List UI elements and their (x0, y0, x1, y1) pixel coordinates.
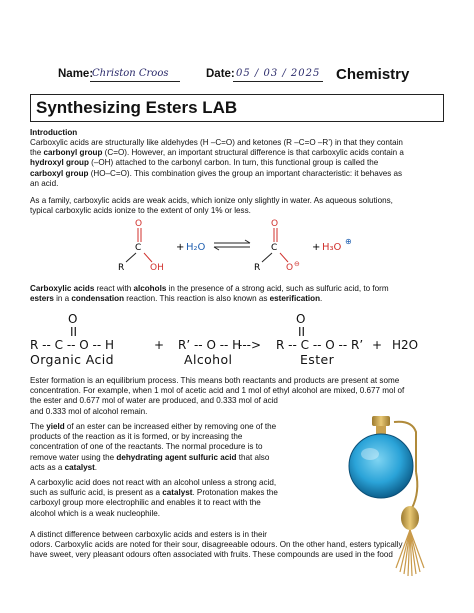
intro-heading: Introduction (30, 128, 78, 137)
carbonyl-oxygen: O (135, 219, 143, 229)
name-label: Name: (58, 68, 94, 80)
positive-charge-icon: ⊕ (345, 237, 352, 246)
plus-sign: + (312, 242, 321, 253)
plus-sign: + (176, 242, 185, 253)
water-formula: H2O (392, 338, 419, 352)
ester-formula: R -- C -- O -- R’ (276, 338, 364, 352)
negative-charge-icon: ⊖ (294, 260, 300, 268)
carbonyl-oxygen: O (271, 219, 279, 229)
carbon-atom: C (135, 243, 142, 253)
intro-line: carboxyl group (HO–C=O). This combination gives the group an important characteristic: it behaves as (30, 168, 403, 178)
intro-line: hydroxyl group (–OH) attached to the carbonyl carbon. In turn, this functional group is called the (30, 158, 379, 168)
equilibrium-paragraph: Ester formation is an equilibrium process. This means both reactants and products are present at some concentration. For example, when 1 mol of acetic acid and 1 mol of ethyl alcohol are mixed, 0.677 mol of the ester and 0.677 mol of water are produced, and 0.333 mol of acid and 0.333 mol of alcohol remain. (30, 376, 405, 416)
acid-double-bond: II (70, 325, 78, 339)
intro-paragraph-1 (30, 138, 446, 189)
acid-formula: R -- C -- O -- H (30, 338, 115, 352)
alcohol-formula: R’ -- O -- H (178, 338, 242, 352)
catalyst-paragraph: A carboxylic acid does not react with an alcohol unless a strong acid, such as sulfuric acid, is present as a catalyst. Protonation makes the carboxyl group more electrophilic and enables it to react with the alcohol which is a weak nucleophile. (30, 478, 278, 518)
r-group: R (254, 263, 261, 273)
ester-label: Ester (300, 352, 335, 367)
date-label: Date: (206, 68, 235, 80)
bottle-body-icon (349, 434, 413, 498)
carbon-atom: C (271, 243, 278, 253)
carboxylate-oxygen: O (286, 263, 294, 273)
title-box (30, 94, 444, 122)
r-group: R (118, 263, 125, 273)
hydroxyl: OH (150, 263, 164, 273)
date-value[interactable]: 05 / 03 / 2025 (236, 68, 321, 79)
water-molecule: H₂O (186, 242, 206, 253)
name-value[interactable]: Christon Croos (92, 68, 169, 79)
odors-paragraph: A distinct difference between carboxylic acids and esters is in their odors. Carboxylic acids are noted for their sour, disagreeable odours. On the other hand, esters typically have sweet, very pleasant odours often associated with fruits. These compounds are used in the food (30, 530, 403, 560)
yield-paragraph: The yield of an ester can be increased either by removing one of the products of the reaction as it is formed, or by increasing the concentration of one of the reactants. The normal procedure is to remove water using the dehydrating agent sulfuric acid that also acts as a catalyst. (30, 422, 277, 472)
intro-paragraph-2: As a family, carboxylic acids are weak acids, which ionize only slightly in water. As aqueous solutions, typical carboxylic acids ionize to the extent of only 1% or less. (30, 196, 393, 216)
page-title: Synthesizing Esters LAB (36, 98, 238, 117)
intro-line: the carbonyl group (C=O). However, an important structural difference is that carboxylic acids contain a (30, 148, 404, 158)
ionization-diagram (100, 216, 400, 274)
bottle-cap-icon (372, 416, 390, 426)
date-underline (233, 81, 323, 82)
subject-label: Chemistry (336, 66, 410, 83)
ester-carbonyl-oxygen: O (296, 312, 306, 326)
atomizer-bulb-icon (401, 506, 419, 530)
plus-sign: + (154, 338, 165, 352)
hydronium-ion: H₃O (322, 242, 342, 253)
acid-carbonyl-oxygen: O (68, 312, 78, 326)
esterification-paragraph: Carboxylic acids react with alcohols in the presence of a strong acid, such as sulfuric acid, to form esters in a condensation reaction. This reaction is also known as esterification. (30, 284, 389, 304)
reaction-arrow: ---> (238, 338, 262, 352)
ester-double-bond: II (298, 325, 306, 339)
alcohol-label: Alcohol (184, 352, 233, 367)
intro-line: an acid. (30, 178, 59, 188)
organic-acid-label: Organic Acid (30, 352, 115, 367)
plus-sign: + (372, 338, 383, 352)
intro-line: Carboxylic acids are structurally like aldehydes (H –C=O) and ketones (R –C=O –R’) in that they contain (30, 138, 403, 147)
name-underline (90, 81, 180, 82)
